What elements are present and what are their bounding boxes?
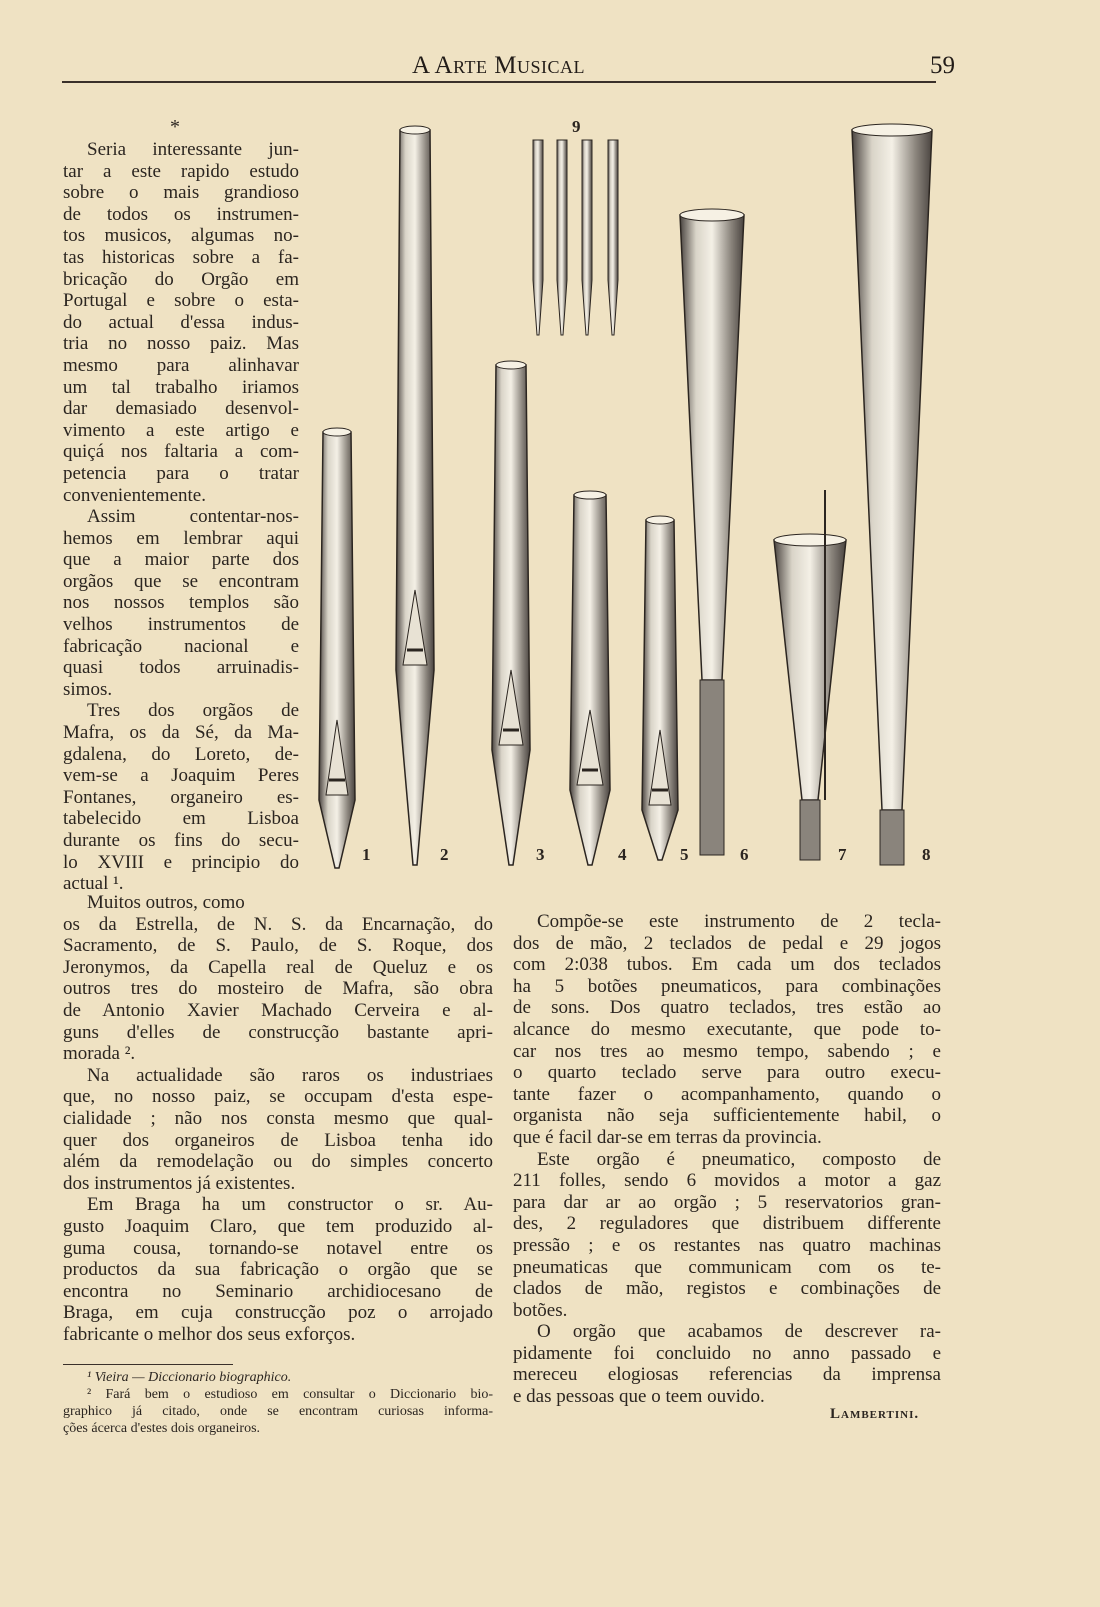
text-line: do actual d'essa indus- <box>63 311 299 333</box>
text-line: pidamente foi concluido no anno passado e <box>513 1342 941 1364</box>
paragraph <box>63 1194 493 1345</box>
text-line: quiçá nos faltaria a com- <box>63 441 299 463</box>
organ-pipe-4 <box>570 491 610 865</box>
text-line: fabricante o melhor dos seus exforços. <box>63 1323 356 1345</box>
text-line: que, no nosso paiz, se occupam d'esta espe- <box>63 1086 493 1108</box>
header-rule <box>62 81 936 83</box>
text-line: Muitos outros, como <box>87 892 245 913</box>
pipe-label-6: 6 <box>740 845 749 864</box>
paragraph <box>63 139 299 506</box>
text-line: cialidade ; não nos consta mesmo que qual- <box>63 1107 493 1129</box>
text-line: quer dos organeiros de Lisboa tenha ido <box>63 1129 493 1151</box>
pipe-label-3: 3 <box>536 845 545 864</box>
paragraph <box>63 1065 493 1195</box>
text-line: Seria interessante jun- <box>87 139 299 160</box>
pipe-label-9: 9 <box>572 117 581 136</box>
small-pipe <box>557 140 567 335</box>
text-line: os da Estrella, de N. S. da Encarnação, do <box>63 913 493 935</box>
text-line: Sacramento, de S. Paulo, de S. Roque, dos <box>63 935 493 957</box>
running-head <box>0 50 1100 80</box>
pipe-label-1: 1 <box>362 845 371 864</box>
text-line: Tres dos orgãos de <box>87 700 299 722</box>
text-line: Jeronymos, da Capella real de Queluz e os <box>63 956 493 978</box>
text-line: Portugal e sobre o esta- <box>63 290 299 312</box>
text-line: velhos instrumentos de <box>63 614 299 636</box>
text-line: dos instrumentos já existentes. <box>63 1172 296 1194</box>
text-line: tabelecido em Lisboa <box>63 808 299 830</box>
text-line: ² Fará bem o estudioso em consultar o Diccionario bio- <box>87 1387 493 1402</box>
text-line: tos musicos, algumas no- <box>63 225 299 247</box>
text-line: botões. <box>513 1299 568 1321</box>
text-line: O orgão que acabamos de descrever ra- <box>537 1321 941 1343</box>
text-line: lo XVIII e principio do <box>63 851 299 873</box>
text-line: Braga, em cuja construcção poz o arrojado <box>63 1302 493 1324</box>
text-line: guma cousa, tornando-se notavel entre os <box>63 1237 493 1259</box>
text-line: guns d'elles de construcção bastante apri- <box>63 1021 493 1043</box>
text-line: ¹ Vieira — Diccionario biographico. <box>87 1370 292 1385</box>
text-line: tas historicas sobre a fa- <box>63 246 299 268</box>
text-line: além da remodelação ou do simples concerto <box>63 1151 493 1173</box>
text-line: sobre o mais grandioso <box>63 182 299 204</box>
small-pipe <box>533 140 543 335</box>
paragraph <box>513 1149 941 1322</box>
text-line: Mafra, os da Sé, da Ma- <box>63 722 299 744</box>
text-line: Fontanes, organeiro es- <box>63 786 299 808</box>
pipe-label-2: 2 <box>440 845 449 864</box>
text-line: que a maior parte dos <box>63 549 299 571</box>
lower-left-text <box>63 892 493 1345</box>
text-line: graphico já citado, onde se encontram curiosas informa- <box>63 1404 493 1419</box>
text-line: convenientemente. <box>63 484 206 506</box>
organ-pipe-5 <box>642 516 678 860</box>
text-line: simos. <box>63 678 113 700</box>
left-column-text <box>63 139 299 895</box>
text-line: Em Braga ha um constructor o sr. Au- <box>87 1194 493 1216</box>
footnote-rule <box>63 1364 233 1365</box>
organ-pipes-illustration <box>300 110 950 890</box>
text-line: para dar ar ao orgão ; 5 reservatorios gran- <box>513 1191 941 1213</box>
text-line: que é facil dar-se em terras da provincia. <box>513 1126 822 1148</box>
text-line: Compõe-se este instrumento de 2 tecla- <box>537 911 941 932</box>
text-line: mereceu elogiosas referencias da imprensa <box>513 1364 941 1386</box>
text-line: um tal trabalho iriamos <box>63 376 299 398</box>
text-line: productos da sua fabricação o orgão que se <box>63 1259 493 1281</box>
pipe-label-4: 4 <box>618 845 627 864</box>
text-line: de sons. Dos quatro teclados, tres estão ao <box>513 997 941 1019</box>
right-column-text <box>513 911 941 1408</box>
paragraph <box>63 892 493 1065</box>
reed-pipe-6 <box>680 209 744 855</box>
section-mark: * <box>170 116 180 138</box>
text-line: de todos os instrumen- <box>63 203 299 225</box>
author-signature: Lambertini. <box>830 1406 920 1422</box>
text-line: com 2:038 tubos. Em cada um dos teclados <box>513 954 941 976</box>
organ-pipe-2 <box>396 126 434 865</box>
text-line: encontra no Seminario archidiocesano de <box>63 1280 493 1302</box>
text-line: tar a este rapido estudo <box>63 160 299 182</box>
text-line: petencia para o tratar <box>63 462 299 484</box>
text-line: Na actualidade são raros os industriaes <box>87 1064 493 1086</box>
text-line: ções ácerca d'estes dois organeiros. <box>63 1421 261 1436</box>
text-line: vimento a este artigo e <box>63 419 299 441</box>
pipe-label-5: 5 <box>680 845 689 864</box>
text-line: ha 5 botões pneumaticos, para combinações <box>513 975 941 997</box>
organ-pipe-1 <box>319 428 355 868</box>
text-line: orgãos que se encontram <box>63 570 299 592</box>
organ-pipe-3 <box>492 361 530 865</box>
text-line: quasi todos arruinadis- <box>63 657 299 679</box>
text-line: gdalena, do Loreto, de- <box>63 743 299 765</box>
footnotes <box>63 1369 493 1437</box>
text-line: fabricação nacional e <box>63 635 299 657</box>
text-line: mesmo para alinhavar <box>63 354 299 376</box>
paragraph <box>63 700 299 894</box>
text-line: car nos tres ao mesmo tempo, sabendo ; e <box>513 1040 941 1062</box>
text-line: gusto Joaquim Claro, que tem produzido al- <box>63 1215 493 1237</box>
pipe-label-8: 8 <box>922 845 931 864</box>
text-line: durante os fins do secu- <box>63 830 299 851</box>
text-line: tria no nosso paiz. Mas <box>63 333 299 355</box>
text-line: dar demasiado desenvol- <box>63 398 299 420</box>
text-line: actual ¹. <box>63 873 124 895</box>
reed-pipe-8 <box>852 124 932 865</box>
pipe-label-7: 7 <box>838 845 847 864</box>
paragraph <box>63 506 299 700</box>
paragraph <box>63 1386 493 1437</box>
journal-title: A Arte Musical <box>412 52 585 79</box>
page-number: 59 <box>930 52 955 79</box>
text-line: bricação do Orgão em <box>63 268 299 290</box>
text-line: alcance do mesmo executante, que pode to- <box>513 1018 941 1040</box>
text-line: de Antonio Xavier Machado Cerveira e al- <box>63 999 493 1021</box>
text-line: clados de mão, registos e combinações de <box>513 1278 941 1300</box>
text-line: tante fazer o acompanhamento, quando o <box>513 1083 941 1105</box>
reed-pipe-7 <box>774 490 846 860</box>
text-line: 211 folles, sendo 6 movidos a motor a gaz <box>513 1170 941 1192</box>
text-line: dos de mão, 2 teclados de pedal e 29 jogos <box>513 932 941 954</box>
small-pipe <box>608 140 618 335</box>
paragraph <box>513 1321 941 1407</box>
text-line: Assim contentar-nos- <box>87 506 299 528</box>
text-line: outros tres do mosteiro de Mafra, são obra <box>63 978 493 1000</box>
text-line: morada ². <box>63 1043 136 1065</box>
text-line: des, 2 reguladores que distribuem differente <box>513 1213 941 1235</box>
paragraph <box>513 911 941 1149</box>
text-line: e das pessoas que o teem ouvido. <box>513 1386 765 1408</box>
text-line: Este orgão é pneumatico, composto de <box>537 1148 941 1170</box>
text-line: o quarto teclado serve para outro execu- <box>513 1062 941 1084</box>
text-line: pneumaticas que communicam com os te- <box>513 1256 941 1278</box>
text-line: organista não seja sufficientemente habil, o <box>513 1105 941 1127</box>
text-line: hemos em lembrar aqui <box>63 527 299 549</box>
paragraph <box>63 1369 493 1386</box>
text-line: pressão ; e os restantes nas quatro machinas <box>513 1234 941 1256</box>
small-pipe <box>582 140 592 335</box>
text-line: vem-se a Joaquim Peres <box>63 765 299 787</box>
text-line: nos nossos templos são <box>63 592 299 614</box>
